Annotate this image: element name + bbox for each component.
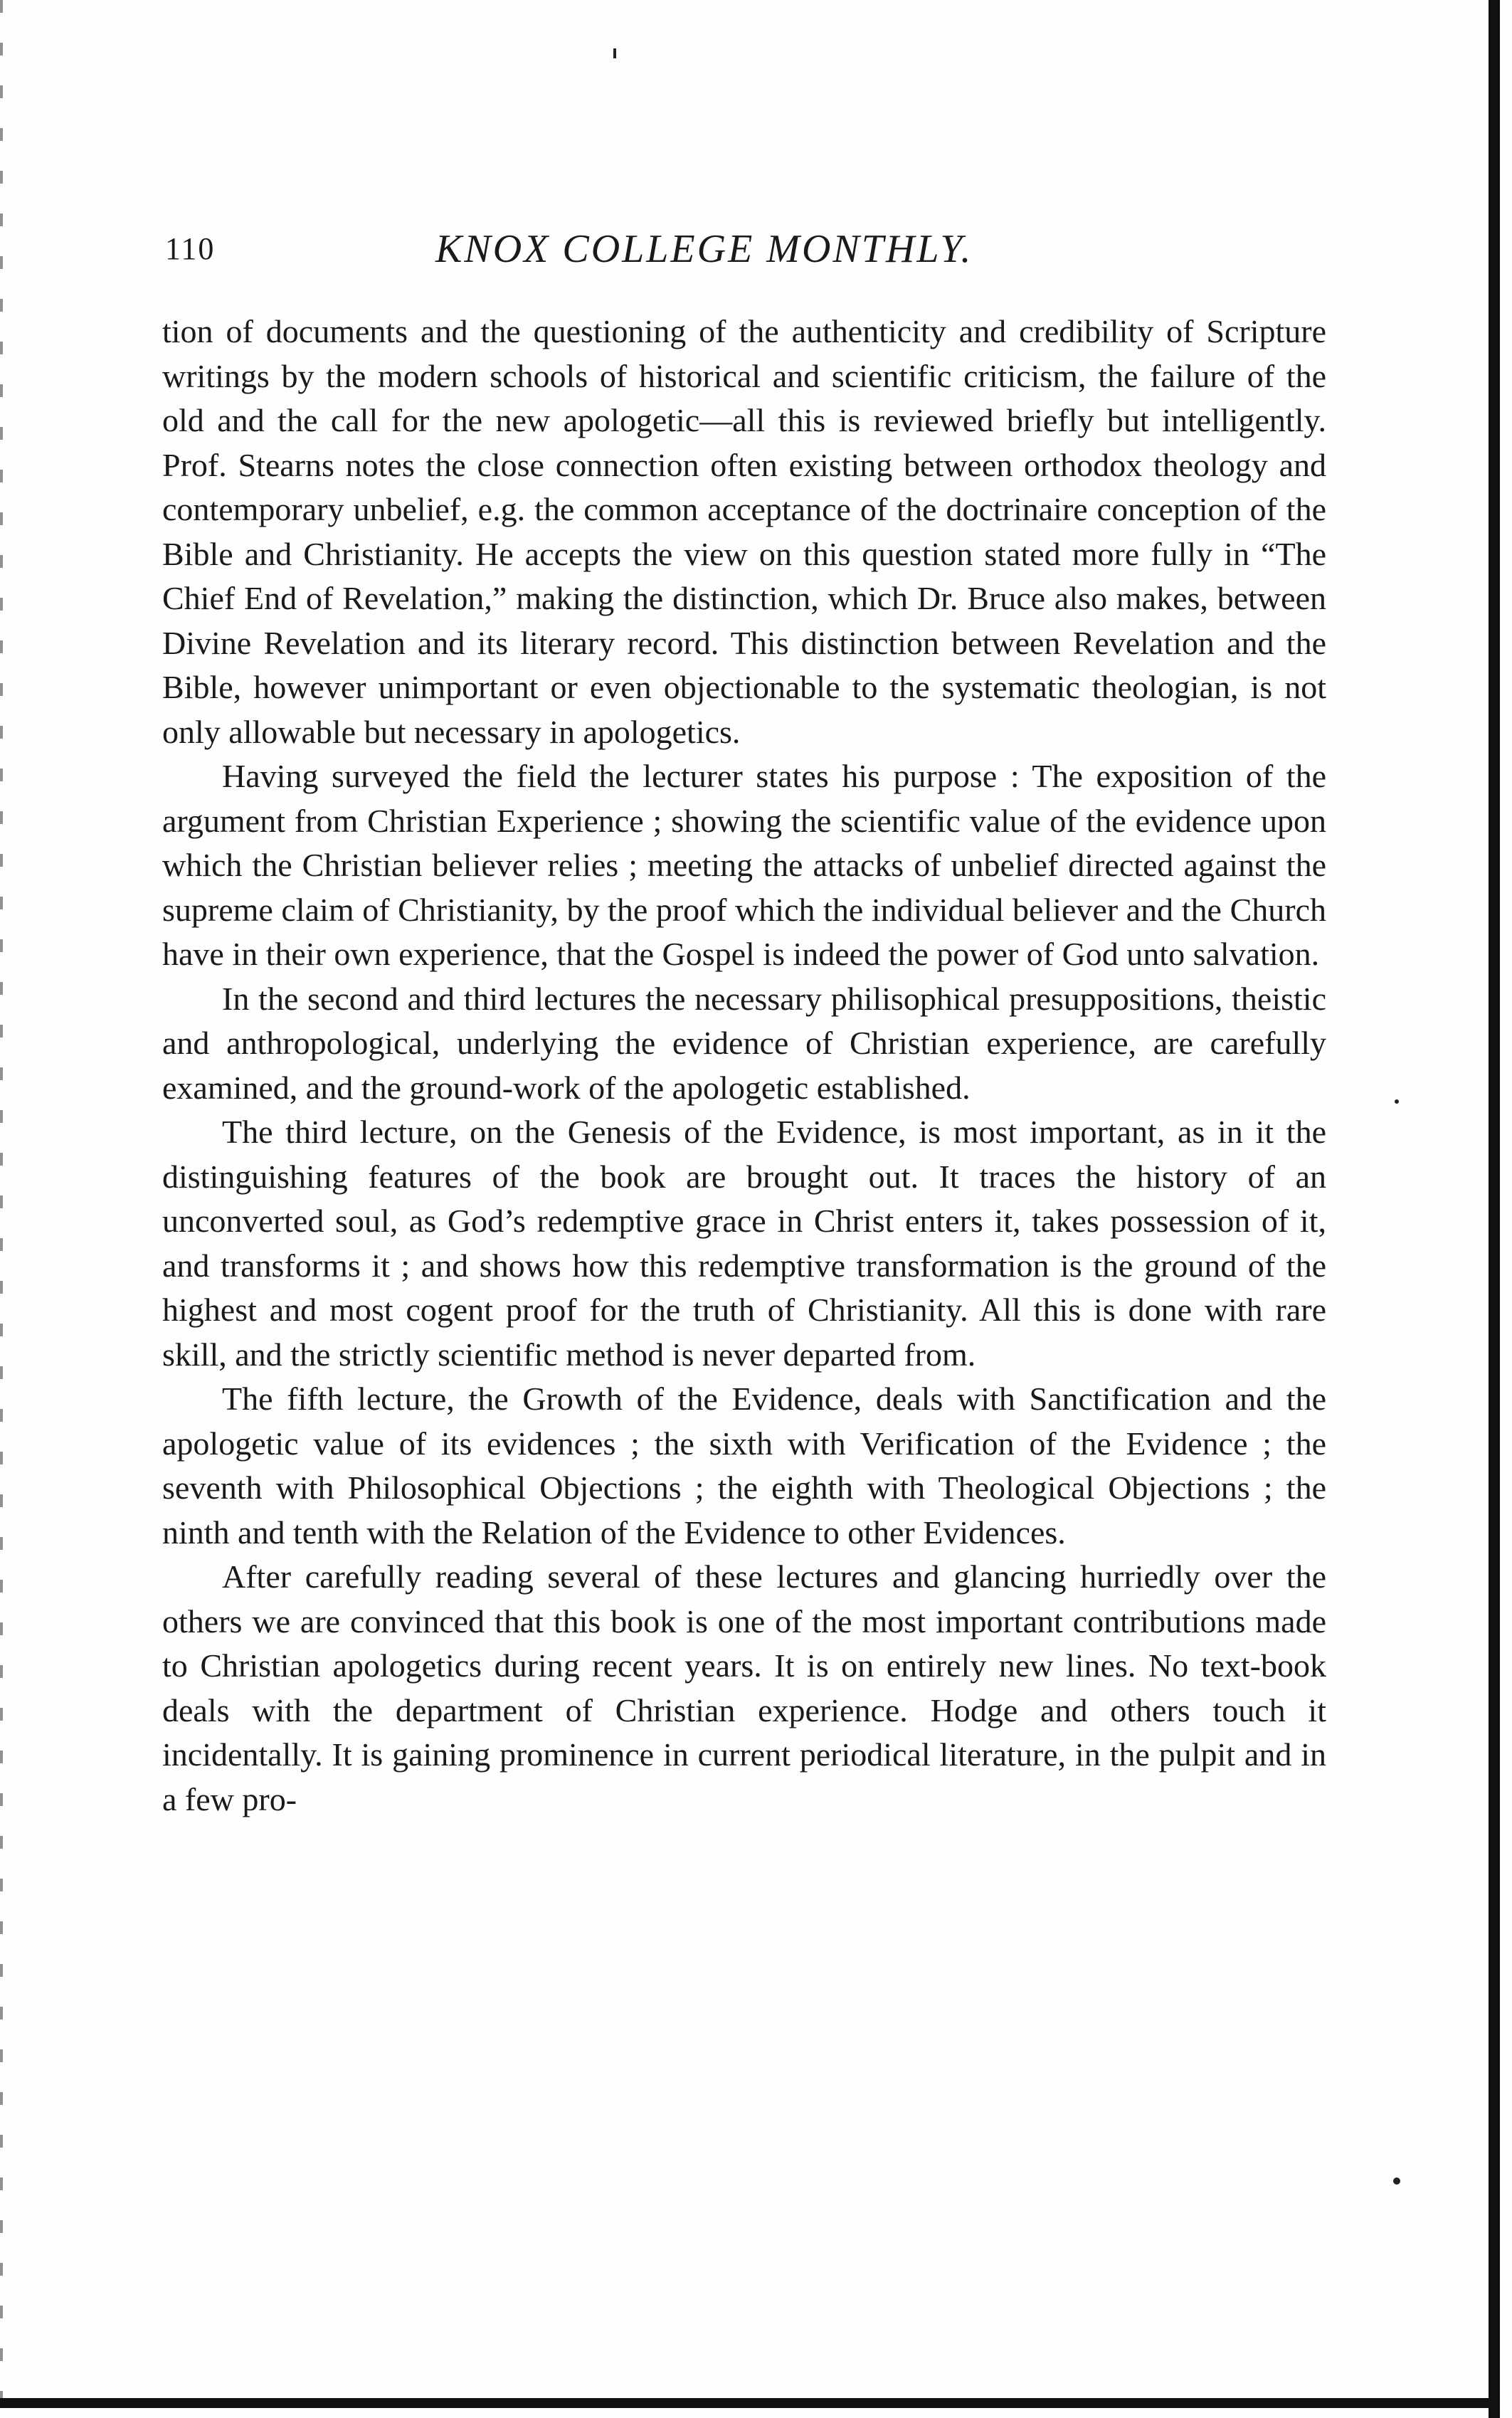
ink-speck (1395, 1099, 1399, 1104)
ink-speck (613, 48, 616, 58)
article-body (162, 310, 1326, 1822)
paragraph: The third lecture, on the Genesis of the Evidence, is most important, as in it the distinguishing features of the book are brought out. It traces the history of an unconverted soul, as God’s redemptive grace in Christ enters it, takes possession of it, and transforms it ; and shows how this redemptive transformation is the ground of the highest and most cogent proof for the truth of Christianity. All this is done with rare skill, and the strictly scientific method is never departed from. (162, 1114, 1326, 1373)
paragraph: After carefully reading several of these lectures and glancing hurriedly over the others we are convinced that this book is one of the most important contributions made to Christian apologetics during recent years. It is on entirely new lines. No text-book deals with the department of Christian experience. Hodge and others touch it incidentally. It is gaining prominence in current periodical literature, in the pulpit and in a few pro- (162, 1558, 1326, 1817)
running-header (165, 226, 1325, 276)
paragraph: Having surveyed the field the lecturer states his purpose : The exposition of the argument from Christian Experience ; showing the scientific value of the evidence upon which the Christian believer relies ; meeting the attacks of unbelief directed against the supreme claim of Christianity, by the proof which the individual believer and the Church have in their own experience, that the Gospel is indeed the power of God unto salvation. (162, 758, 1326, 972)
paragraph: tion of documents and the questioning of the authenticity and credibility of Scripture writings by the modern schools of historical and scientific criticism, the failure of the old and the call for the new apologetic—all this is reviewed briefly but intelligently. Prof. Stearns notes the close connection often existing between orthodox theology and contemporary unbelief, e.g. the common acceptance of the doctrinaire conception of the Bible and Christianity. He accepts the view on this question stated more fully in “The Chief End of Revelation,” making the distinction, which Dr. Bruce also makes, between Divine Revelation and its literary record. This distinction between Revelation and the Bible, however unimportant or even objectionable to the systematic theologian, is not only allowable but necessary in apologetics. (162, 313, 1326, 750)
ink-speck (1393, 2177, 1400, 2185)
page-number: 110 (165, 231, 216, 266)
bottom-border-rule (0, 2398, 1500, 2408)
paragraph: In the second and third lectures the necessary philisophical presuppositions, theistic and anthropological, underlying the evidence of Christian experience, are carefully examined, and the ground-work of the apologetic established. (162, 980, 1326, 1106)
right-border-rule (1489, 0, 1500, 2418)
running-title: KNOX COLLEGE MONTHLY. (435, 227, 973, 271)
paragraph: The fifth lecture, the Growth of the Evidence, deals with Sanctification and the apologetic value of its evidences ; the sixth with Verification of the Evidence ; the seventh with Philosophical Objections ; the eighth with Theological Objections ; the ninth and tenth with the Relation of the Evidence to other Evidences. (162, 1380, 1326, 1551)
left-edge-speckle (0, 0, 3, 2418)
